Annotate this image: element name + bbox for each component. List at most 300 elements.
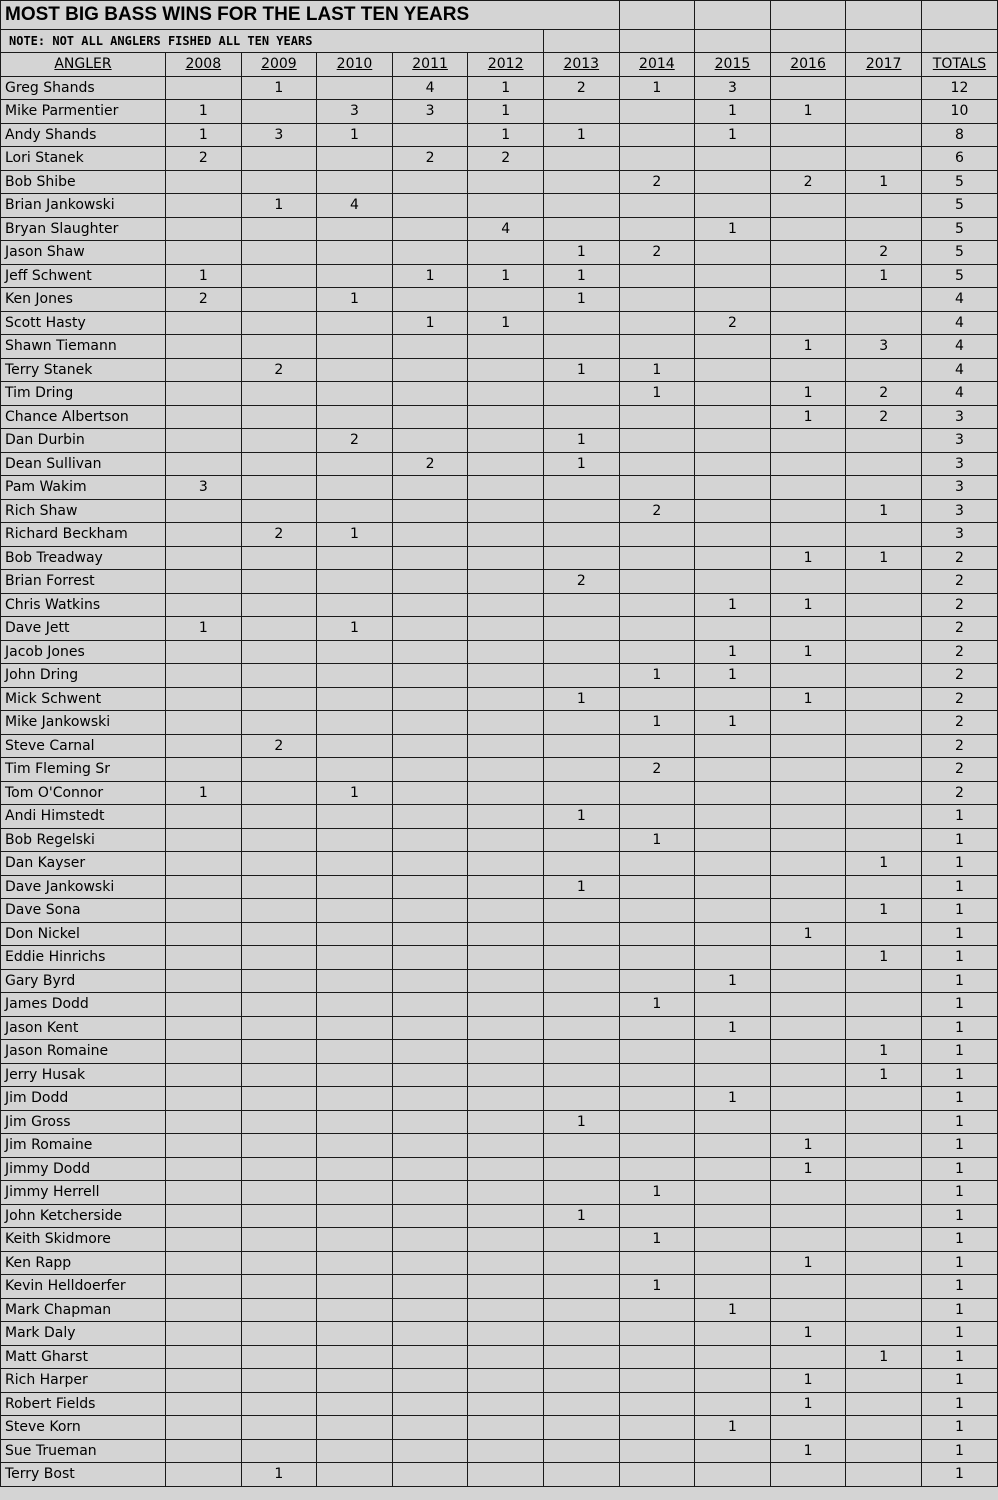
wins-cell-2008[interactable] [166,946,242,970]
wins-cell-2011[interactable] [392,358,468,382]
wins-cell-2014[interactable] [619,1251,695,1275]
wins-cell-2010[interactable] [317,1063,393,1087]
wins-cell-2015[interactable] [695,546,771,570]
wins-cell-2009[interactable] [241,758,317,782]
wins-cell-2008[interactable] [166,335,242,359]
wins-cell-2015[interactable] [695,1275,771,1299]
wins-cell-2009[interactable] [241,946,317,970]
total-cell[interactable]: 2 [921,593,997,617]
angler-name-cell[interactable]: Jeff Schwent [1,264,166,288]
wins-cell-2009[interactable] [241,288,317,312]
wins-cell-2008[interactable]: 1 [166,100,242,124]
wins-cell-2011[interactable] [392,1439,468,1463]
wins-cell-2017[interactable] [846,640,922,664]
wins-cell-2010[interactable] [317,922,393,946]
wins-cell-2013[interactable]: 1 [543,452,619,476]
empty-cell[interactable] [770,30,846,53]
wins-cell-2013[interactable] [543,664,619,688]
total-cell[interactable]: 6 [921,147,997,171]
wins-cell-2015[interactable] [695,617,771,641]
wins-cell-2009[interactable] [241,617,317,641]
wins-cell-2010[interactable] [317,1110,393,1134]
wins-cell-2015[interactable] [695,452,771,476]
wins-cell-2008[interactable] [166,76,242,100]
wins-cell-2010[interactable] [317,1228,393,1252]
wins-cell-2011[interactable] [392,1157,468,1181]
wins-cell-2012[interactable] [468,170,544,194]
angler-name-cell[interactable]: Greg Shands [1,76,166,100]
wins-cell-2008[interactable] [166,758,242,782]
wins-cell-2008[interactable] [166,241,242,265]
wins-cell-2015[interactable] [695,922,771,946]
wins-cell-2008[interactable] [166,593,242,617]
wins-cell-2014[interactable] [619,640,695,664]
wins-cell-2015[interactable] [695,1134,771,1158]
wins-cell-2014[interactable] [619,523,695,547]
wins-cell-2016[interactable] [770,1416,846,1440]
wins-cell-2016[interactable] [770,452,846,476]
wins-cell-2013[interactable] [543,1040,619,1064]
wins-cell-2014[interactable] [619,100,695,124]
wins-cell-2016[interactable] [770,123,846,147]
total-cell[interactable]: 1 [921,828,997,852]
wins-cell-2016[interactable] [770,993,846,1017]
angler-name-cell[interactable]: Mike Jankowski [1,711,166,735]
wins-cell-2012[interactable] [468,1204,544,1228]
angler-name-cell[interactable]: Jerry Husak [1,1063,166,1087]
total-cell[interactable]: 1 [921,1040,997,1064]
wins-cell-2015[interactable] [695,382,771,406]
wins-cell-2014[interactable]: 1 [619,711,695,735]
wins-cell-2015[interactable]: 1 [695,1016,771,1040]
wins-cell-2016[interactable] [770,664,846,688]
wins-cell-2016[interactable] [770,1016,846,1040]
wins-cell-2008[interactable] [166,993,242,1017]
wins-cell-2008[interactable] [166,1298,242,1322]
wins-cell-2008[interactable] [166,664,242,688]
wins-cell-2016[interactable] [770,805,846,829]
wins-cell-2015[interactable]: 1 [695,217,771,241]
wins-cell-2017[interactable] [846,1392,922,1416]
total-cell[interactable]: 1 [921,1251,997,1275]
total-cell[interactable]: 4 [921,358,997,382]
wins-cell-2013[interactable]: 1 [543,875,619,899]
wins-cell-2015[interactable] [695,1463,771,1487]
wins-cell-2009[interactable] [241,1110,317,1134]
wins-cell-2009[interactable] [241,429,317,453]
wins-cell-2013[interactable]: 1 [543,1110,619,1134]
wins-cell-2014[interactable]: 1 [619,664,695,688]
wins-cell-2009[interactable] [241,100,317,124]
wins-cell-2011[interactable] [392,405,468,429]
wins-cell-2015[interactable] [695,899,771,923]
wins-cell-2017[interactable]: 1 [846,546,922,570]
angler-name-cell[interactable]: Tom O'Connor [1,781,166,805]
wins-cell-2010[interactable] [317,476,393,500]
wins-cell-2012[interactable] [468,1463,544,1487]
wins-cell-2017[interactable] [846,1016,922,1040]
wins-cell-2009[interactable] [241,1181,317,1205]
wins-cell-2008[interactable] [166,1204,242,1228]
wins-cell-2017[interactable]: 1 [846,499,922,523]
total-cell[interactable]: 4 [921,335,997,359]
wins-cell-2009[interactable] [241,1204,317,1228]
wins-cell-2016[interactable]: 1 [770,1322,846,1346]
wins-cell-2016[interactable]: 1 [770,405,846,429]
wins-cell-2016[interactable] [770,217,846,241]
total-cell[interactable]: 4 [921,288,997,312]
wins-cell-2011[interactable]: 2 [392,452,468,476]
wins-cell-2015[interactable] [695,1157,771,1181]
total-cell[interactable]: 3 [921,405,997,429]
wins-cell-2013[interactable] [543,946,619,970]
wins-cell-2017[interactable] [846,1298,922,1322]
total-cell[interactable]: 5 [921,241,997,265]
angler-name-cell[interactable]: Bob Regelski [1,828,166,852]
wins-cell-2010[interactable] [317,147,393,171]
angler-name-cell[interactable]: Mark Daly [1,1322,166,1346]
wins-cell-2011[interactable]: 3 [392,100,468,124]
angler-name-cell[interactable]: Steve Carnal [1,734,166,758]
wins-cell-2011[interactable] [392,852,468,876]
wins-cell-2012[interactable] [468,828,544,852]
wins-cell-2015[interactable] [695,1439,771,1463]
column-header-totals[interactable]: TOTALS [921,53,997,77]
wins-cell-2012[interactable] [468,946,544,970]
wins-cell-2013[interactable] [543,993,619,1017]
angler-name-cell[interactable]: Ken Jones [1,288,166,312]
wins-cell-2011[interactable] [392,711,468,735]
wins-cell-2012[interactable] [468,1345,544,1369]
wins-cell-2015[interactable] [695,570,771,594]
total-cell[interactable]: 5 [921,217,997,241]
wins-cell-2016[interactable] [770,828,846,852]
wins-cell-2017[interactable] [846,1157,922,1181]
wins-cell-2010[interactable] [317,828,393,852]
wins-cell-2015[interactable] [695,993,771,1017]
wins-cell-2009[interactable] [241,922,317,946]
wins-cell-2016[interactable] [770,311,846,335]
wins-cell-2008[interactable]: 1 [166,617,242,641]
wins-cell-2011[interactable] [392,1040,468,1064]
wins-cell-2014[interactable] [619,899,695,923]
wins-cell-2014[interactable] [619,1087,695,1111]
wins-cell-2012[interactable] [468,617,544,641]
empty-cell[interactable] [846,30,922,53]
wins-cell-2015[interactable] [695,523,771,547]
wins-cell-2017[interactable] [846,875,922,899]
column-header-2008[interactable]: 2008 [166,53,242,77]
total-cell[interactable]: 1 [921,1181,997,1205]
wins-cell-2016[interactable] [770,734,846,758]
total-cell[interactable]: 3 [921,523,997,547]
wins-cell-2013[interactable] [543,1275,619,1299]
wins-cell-2012[interactable] [468,1087,544,1111]
wins-cell-2014[interactable] [619,1439,695,1463]
wins-cell-2013[interactable] [543,194,619,218]
wins-cell-2008[interactable]: 1 [166,264,242,288]
wins-cell-2012[interactable] [468,241,544,265]
wins-cell-2015[interactable]: 1 [695,1416,771,1440]
wins-cell-2010[interactable] [317,217,393,241]
column-header-2013[interactable]: 2013 [543,53,619,77]
column-header-2016[interactable]: 2016 [770,53,846,77]
wins-cell-2017[interactable]: 2 [846,241,922,265]
wins-cell-2013[interactable] [543,147,619,171]
wins-cell-2012[interactable] [468,758,544,782]
wins-cell-2011[interactable] [392,523,468,547]
total-cell[interactable]: 1 [921,1322,997,1346]
wins-cell-2013[interactable]: 1 [543,241,619,265]
total-cell[interactable]: 1 [921,1016,997,1040]
wins-cell-2011[interactable]: 4 [392,76,468,100]
wins-cell-2008[interactable] [166,1016,242,1040]
wins-cell-2014[interactable] [619,546,695,570]
angler-name-cell[interactable]: Rich Shaw [1,499,166,523]
wins-cell-2013[interactable] [543,852,619,876]
wins-cell-2008[interactable] [166,1087,242,1111]
wins-cell-2017[interactable] [846,523,922,547]
wins-cell-2016[interactable] [770,969,846,993]
wins-cell-2015[interactable] [695,476,771,500]
sheet-title[interactable]: MOST BIG BASS WINS FOR THE LAST TEN YEARS [1,1,620,30]
angler-name-cell[interactable]: Steve Korn [1,1416,166,1440]
wins-cell-2011[interactable] [392,875,468,899]
wins-cell-2017[interactable] [846,711,922,735]
wins-cell-2011[interactable] [392,805,468,829]
wins-cell-2010[interactable] [317,1157,393,1181]
wins-cell-2016[interactable]: 1 [770,100,846,124]
angler-name-cell[interactable]: Scott Hasty [1,311,166,335]
wins-cell-2014[interactable] [619,781,695,805]
wins-cell-2014[interactable]: 1 [619,1181,695,1205]
total-cell[interactable]: 3 [921,452,997,476]
total-cell[interactable]: 1 [921,1369,997,1393]
wins-cell-2016[interactable] [770,570,846,594]
wins-cell-2015[interactable] [695,1228,771,1252]
wins-cell-2016[interactable] [770,711,846,735]
wins-cell-2015[interactable] [695,828,771,852]
wins-cell-2014[interactable] [619,1063,695,1087]
wins-cell-2008[interactable] [166,452,242,476]
wins-cell-2017[interactable] [846,617,922,641]
wins-cell-2012[interactable] [468,1298,544,1322]
wins-cell-2013[interactable]: 2 [543,76,619,100]
wins-cell-2010[interactable] [317,805,393,829]
wins-cell-2012[interactable] [468,687,544,711]
angler-name-cell[interactable]: Brian Forrest [1,570,166,594]
wins-cell-2011[interactable]: 1 [392,264,468,288]
angler-name-cell[interactable]: Bob Shibe [1,170,166,194]
total-cell[interactable]: 1 [921,922,997,946]
wins-cell-2009[interactable] [241,1063,317,1087]
wins-cell-2011[interactable] [392,617,468,641]
wins-cell-2014[interactable]: 1 [619,76,695,100]
wins-cell-2012[interactable]: 1 [468,311,544,335]
angler-name-cell[interactable]: Chance Albertson [1,405,166,429]
wins-cell-2013[interactable] [543,311,619,335]
wins-cell-2017[interactable]: 1 [846,852,922,876]
wins-cell-2017[interactable] [846,123,922,147]
wins-cell-2014[interactable] [619,217,695,241]
wins-cell-2013[interactable] [543,335,619,359]
wins-cell-2009[interactable]: 2 [241,734,317,758]
angler-name-cell[interactable]: Jim Gross [1,1110,166,1134]
total-cell[interactable]: 2 [921,617,997,641]
wins-cell-2008[interactable] [166,640,242,664]
wins-cell-2017[interactable] [846,805,922,829]
wins-cell-2010[interactable] [317,1369,393,1393]
wins-cell-2014[interactable]: 2 [619,241,695,265]
wins-cell-2015[interactable] [695,335,771,359]
wins-cell-2010[interactable]: 1 [317,523,393,547]
wins-cell-2012[interactable] [468,852,544,876]
total-cell[interactable]: 4 [921,311,997,335]
total-cell[interactable]: 1 [921,1110,997,1134]
wins-cell-2012[interactable] [468,570,544,594]
wins-cell-2017[interactable] [846,194,922,218]
wins-cell-2016[interactable] [770,1087,846,1111]
wins-cell-2017[interactable]: 1 [846,170,922,194]
wins-cell-2010[interactable]: 1 [317,123,393,147]
wins-cell-2015[interactable] [695,1345,771,1369]
wins-cell-2014[interactable] [619,969,695,993]
wins-cell-2017[interactable] [846,147,922,171]
wins-cell-2015[interactable] [695,499,771,523]
wins-cell-2008[interactable] [166,875,242,899]
wins-cell-2011[interactable] [392,546,468,570]
wins-cell-2016[interactable]: 1 [770,687,846,711]
wins-cell-2008[interactable] [166,170,242,194]
wins-cell-2011[interactable] [392,194,468,218]
wins-cell-2008[interactable] [166,217,242,241]
wins-cell-2012[interactable] [468,1228,544,1252]
wins-cell-2008[interactable] [166,1181,242,1205]
wins-cell-2017[interactable] [846,1251,922,1275]
wins-cell-2012[interactable] [468,1181,544,1205]
wins-cell-2011[interactable] [392,1463,468,1487]
angler-name-cell[interactable]: Mark Chapman [1,1298,166,1322]
column-header-angler[interactable]: ANGLER [1,53,166,77]
wins-cell-2013[interactable]: 1 [543,687,619,711]
angler-name-cell[interactable]: Pam Wakim [1,476,166,500]
wins-cell-2016[interactable] [770,76,846,100]
wins-cell-2015[interactable]: 1 [695,664,771,688]
wins-cell-2015[interactable] [695,429,771,453]
wins-cell-2012[interactable] [468,640,544,664]
wins-cell-2012[interactable] [468,1251,544,1275]
empty-cell[interactable] [695,1,771,30]
wins-cell-2009[interactable] [241,828,317,852]
wins-cell-2008[interactable]: 2 [166,288,242,312]
wins-cell-2016[interactable] [770,1204,846,1228]
wins-cell-2010[interactable] [317,1134,393,1158]
wins-cell-2011[interactable] [392,1322,468,1346]
wins-cell-2014[interactable] [619,335,695,359]
wins-cell-2017[interactable] [846,687,922,711]
wins-cell-2015[interactable] [695,1063,771,1087]
angler-name-cell[interactable]: Dave Jett [1,617,166,641]
wins-cell-2010[interactable] [317,1392,393,1416]
wins-cell-2014[interactable] [619,1322,695,1346]
wins-cell-2012[interactable] [468,781,544,805]
wins-cell-2008[interactable] [166,1416,242,1440]
wins-cell-2014[interactable] [619,1416,695,1440]
wins-cell-2013[interactable] [543,1134,619,1158]
total-cell[interactable]: 5 [921,194,997,218]
wins-cell-2015[interactable] [695,852,771,876]
wins-cell-2014[interactable]: 1 [619,1275,695,1299]
wins-cell-2012[interactable]: 4 [468,217,544,241]
total-cell[interactable]: 1 [921,899,997,923]
wins-cell-2012[interactable] [468,1369,544,1393]
angler-name-cell[interactable]: Jim Romaine [1,1134,166,1158]
wins-cell-2011[interactable] [392,664,468,688]
wins-cell-2014[interactable] [619,1298,695,1322]
wins-cell-2013[interactable] [543,969,619,993]
wins-cell-2013[interactable] [543,1016,619,1040]
wins-cell-2013[interactable] [543,593,619,617]
wins-cell-2009[interactable] [241,241,317,265]
wins-cell-2017[interactable] [846,758,922,782]
wins-cell-2015[interactable]: 1 [695,1298,771,1322]
angler-name-cell[interactable]: Gary Byrd [1,969,166,993]
wins-cell-2016[interactable] [770,1063,846,1087]
total-cell[interactable]: 1 [921,1439,997,1463]
wins-cell-2013[interactable]: 1 [543,264,619,288]
wins-cell-2009[interactable] [241,1016,317,1040]
wins-cell-2008[interactable] [166,1134,242,1158]
angler-name-cell[interactable]: Ken Rapp [1,1251,166,1275]
wins-cell-2013[interactable] [543,1251,619,1275]
wins-cell-2011[interactable] [392,687,468,711]
total-cell[interactable]: 10 [921,100,997,124]
wins-cell-2017[interactable] [846,429,922,453]
wins-cell-2012[interactable] [468,1322,544,1346]
wins-cell-2009[interactable] [241,147,317,171]
wins-cell-2011[interactable] [392,1298,468,1322]
wins-cell-2009[interactable] [241,1322,317,1346]
wins-cell-2010[interactable] [317,546,393,570]
total-cell[interactable]: 1 [921,1134,997,1158]
wins-cell-2017[interactable] [846,1134,922,1158]
wins-cell-2015[interactable] [695,1040,771,1064]
wins-cell-2014[interactable] [619,1345,695,1369]
sheet-note[interactable]: NOTE: NOT ALL ANGLERS FISHED ALL TEN YEARS [1,30,544,53]
wins-cell-2012[interactable] [468,1439,544,1463]
wins-cell-2017[interactable] [846,1369,922,1393]
wins-cell-2008[interactable] [166,1322,242,1346]
wins-cell-2010[interactable]: 1 [317,781,393,805]
wins-cell-2015[interactable]: 1 [695,1087,771,1111]
wins-cell-2009[interactable] [241,781,317,805]
wins-cell-2017[interactable] [846,922,922,946]
wins-cell-2016[interactable] [770,1345,846,1369]
wins-cell-2009[interactable] [241,170,317,194]
wins-cell-2011[interactable] [392,1181,468,1205]
wins-cell-2010[interactable] [317,1416,393,1440]
angler-name-cell[interactable]: Don Nickel [1,922,166,946]
wins-cell-2012[interactable] [468,1392,544,1416]
wins-cell-2008[interactable] [166,1157,242,1181]
total-cell[interactable]: 1 [921,1087,997,1111]
wins-cell-2010[interactable] [317,711,393,735]
wins-cell-2009[interactable] [241,640,317,664]
wins-cell-2012[interactable] [468,358,544,382]
wins-cell-2008[interactable] [166,711,242,735]
wins-cell-2009[interactable] [241,1228,317,1252]
wins-cell-2011[interactable] [392,828,468,852]
